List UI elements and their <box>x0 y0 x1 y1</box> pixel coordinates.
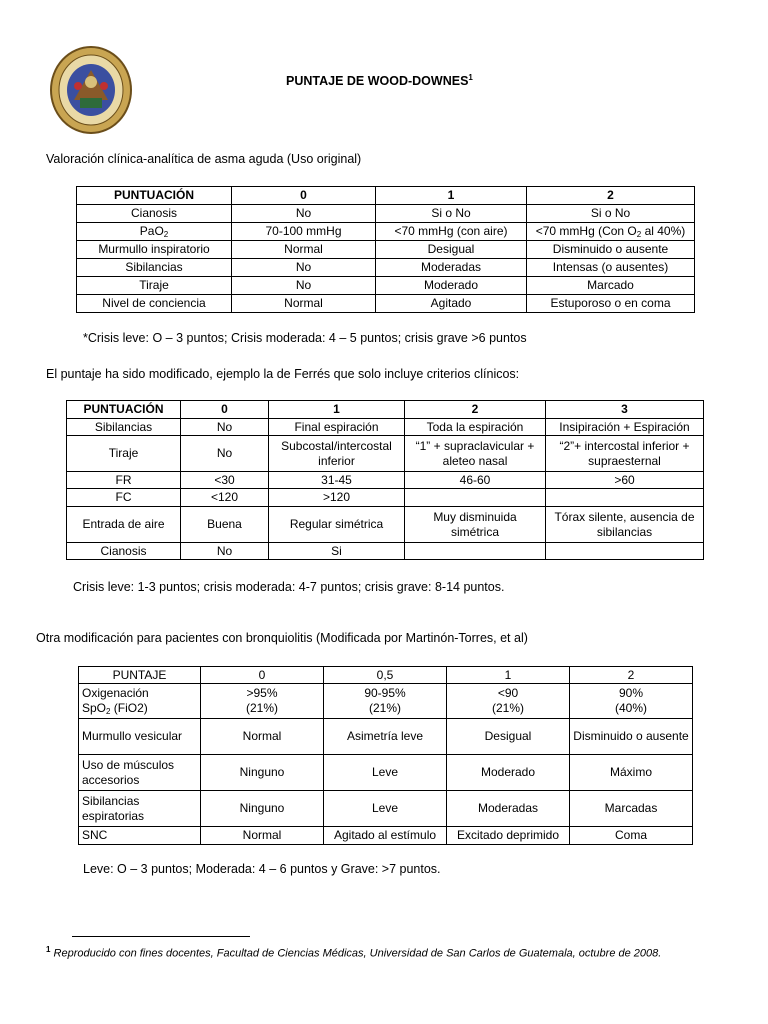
row-label: Entrada de aire <box>67 507 181 543</box>
table-cell: Agitado <box>376 295 527 313</box>
table-cell: Agitado al estímulo <box>324 827 447 845</box>
table-cell: Asimetría leve <box>324 719 447 755</box>
table-cell: Estuporoso o en coma <box>527 295 695 313</box>
table-cell: Moderadas <box>376 259 527 277</box>
header-cell: 0 <box>232 187 376 205</box>
table-cell: Subcostal/intercostal inferior <box>269 436 405 472</box>
table-bronchiolitis-score <box>78 666 693 845</box>
table-cell: No <box>181 543 269 560</box>
header-cell: PUNTUACIÓN <box>77 187 232 205</box>
table-header-row <box>77 187 695 205</box>
table-cell: Buena <box>181 507 269 543</box>
header-cell: 2 <box>570 667 693 684</box>
footnote-divider <box>72 936 250 937</box>
section1-heading: Valoración clínica-analítica de asma aguda (Uso original) <box>46 152 362 166</box>
header-cell: 0,5 <box>324 667 447 684</box>
row-label: FC <box>67 489 181 507</box>
table-row <box>79 755 693 791</box>
table-cell: 90% (40%) <box>570 684 693 719</box>
row-label: Murmullo vesicular <box>79 719 201 755</box>
row-label: PaO$_2$ <box>77 223 232 241</box>
table-cell: <90 (21%) <box>447 684 570 719</box>
table-cell: Disminuido o ausente <box>570 719 693 755</box>
table-cell: Moderado <box>376 277 527 295</box>
table-cell: Marcadas <box>570 791 693 827</box>
table-cell: Leve <box>324 755 447 791</box>
table-cell: <30 <box>181 472 269 489</box>
row-label: Tiraje <box>77 277 232 295</box>
section3-heading: Otra modificación para pacientes con bronquiolitis (Modificada por Martinón-Torres, et al) <box>36 631 528 645</box>
table-cell: No <box>181 419 269 436</box>
row-label: Cianosis <box>77 205 232 223</box>
section3-note: Leve: O – 3 puntos; Moderada: 4 – 6 puntos y Grave: >7 puntos. <box>83 862 441 876</box>
table-cell: Si o No <box>527 205 695 223</box>
table-header-row <box>79 667 693 684</box>
table-cell: Moderado <box>447 755 570 791</box>
table-cell: No <box>232 205 376 223</box>
table-row <box>77 223 695 241</box>
section2-note: Crisis leve: 1-3 puntos; crisis moderada: 4-7 puntos; crisis grave: 8-14 puntos. <box>73 580 505 594</box>
table-cell: No <box>181 436 269 472</box>
table-cell: 90-95% (21%) <box>324 684 447 719</box>
table-cell: Normal <box>201 719 324 755</box>
header-cell: 1 <box>447 667 570 684</box>
row-label: FR <box>67 472 181 489</box>
header-cell: PUNTUACIÓN <box>67 401 181 419</box>
table-cell <box>405 489 546 507</box>
table-cell: Insipiración + Espiración <box>546 419 704 436</box>
header-cell: 0 <box>201 667 324 684</box>
header-cell: 1 <box>269 401 405 419</box>
header-cell: 2 <box>527 187 695 205</box>
table-header-row <box>67 401 704 419</box>
header-cell: 2 <box>405 401 546 419</box>
table-cell: “2”+ intercostal inferior + supraesternal <box>546 436 704 472</box>
table-row <box>67 507 704 543</box>
table-cell: Ninguno <box>201 755 324 791</box>
table-cell: Desigual <box>447 719 570 755</box>
table-row <box>79 791 693 827</box>
table-row <box>77 241 695 259</box>
table-row <box>67 472 704 489</box>
header-cell: PUNTAJE <box>79 667 201 684</box>
table-cell: Máximo <box>570 755 693 791</box>
table-cell: Moderadas <box>447 791 570 827</box>
table-cell: 70-100 mmHg <box>232 223 376 241</box>
table-cell: Toda la espiración <box>405 419 546 436</box>
table-cell: Desigual <box>376 241 527 259</box>
table-original-score <box>76 186 695 313</box>
section2-heading: El puntaje ha sido modificado, ejemplo la de Ferrés que solo incluye criterios clínicos: <box>46 367 520 381</box>
table-cell: Coma <box>570 827 693 845</box>
table-cell: Si <box>269 543 405 560</box>
table-row <box>67 489 704 507</box>
header-cell: 0 <box>181 401 269 419</box>
table-cell: <120 <box>181 489 269 507</box>
table-cell <box>546 543 704 560</box>
row-label: Uso de músculos accesorios <box>79 755 201 791</box>
row-label: Nivel de conciencia <box>77 295 232 313</box>
row-label: Sibilancias espiratorias <box>79 791 201 827</box>
table-row <box>77 259 695 277</box>
table-ferres-score <box>66 400 704 560</box>
header-cell: 3 <box>546 401 704 419</box>
row-label: Murmullo inspiratorio <box>77 241 232 259</box>
table-row <box>67 419 704 436</box>
table-cell: No <box>232 277 376 295</box>
table-cell: Marcado <box>527 277 695 295</box>
table-cell: Normal <box>201 827 324 845</box>
table-row <box>79 684 693 719</box>
row-label: Cianosis <box>67 543 181 560</box>
footnote: $^1$ Reproducido con fines docentes, Facultad de Ciencias Médicas, Universidad de San Carlos de Guatemala, octubre de 2008. <box>46 945 662 960</box>
table-cell: “1” + supraclavicular + aleteo nasal <box>405 436 546 472</box>
table-cell: Ninguno <box>201 791 324 827</box>
table-row <box>77 295 695 313</box>
table-cell: <70 mmHg (con aire) <box>376 223 527 241</box>
table-cell: >60 <box>546 472 704 489</box>
table-cell: Normal <box>232 295 376 313</box>
page-title: PUNTAJE DE WOOD-DOWNES$^1$ <box>286 73 473 89</box>
table-cell: Normal <box>232 241 376 259</box>
table-cell: Muy disminuida simétrica <box>405 507 546 543</box>
table-row <box>79 719 693 755</box>
table-cell: <70 mmHg (Con $O_2$ al 40%) <box>527 223 695 241</box>
table-cell: Leve <box>324 791 447 827</box>
table-cell: 46-60 <box>405 472 546 489</box>
row-label: Tiraje <box>67 436 181 472</box>
table-cell: No <box>232 259 376 277</box>
table-cell <box>546 489 704 507</box>
table-cell: >120 <box>269 489 405 507</box>
row-label: Sibilancias <box>67 419 181 436</box>
table-row <box>77 205 695 223</box>
table-cell: Excitado deprimido <box>447 827 570 845</box>
table-row <box>67 543 704 560</box>
table-cell: Tórax silente, ausencia de sibilancias <box>546 507 704 543</box>
table-row <box>67 436 704 472</box>
section1-note: *Crisis leve: O – 3 puntos; Crisis moderada: 4 – 5 puntos; crisis grave >6 puntos <box>83 331 527 345</box>
table-cell: Disminuido o ausente <box>527 241 695 259</box>
table-cell: Final espiración <box>269 419 405 436</box>
row-label: Oxigenación SpO$_2$ (FiO2) <box>79 684 201 719</box>
row-label: Sibilancias <box>77 259 232 277</box>
table-cell: Intensas (o ausentes) <box>527 259 695 277</box>
table-cell: Regular simétrica <box>269 507 405 543</box>
table-cell <box>405 543 546 560</box>
table-cell: >95% (21%) <box>201 684 324 719</box>
university-seal <box>50 46 132 134</box>
table-cell: 31-45 <box>269 472 405 489</box>
header-cell: 1 <box>376 187 527 205</box>
row-label: SNC <box>79 827 201 845</box>
table-row <box>79 827 693 845</box>
table-cell: Si o No <box>376 205 527 223</box>
table-row <box>77 277 695 295</box>
